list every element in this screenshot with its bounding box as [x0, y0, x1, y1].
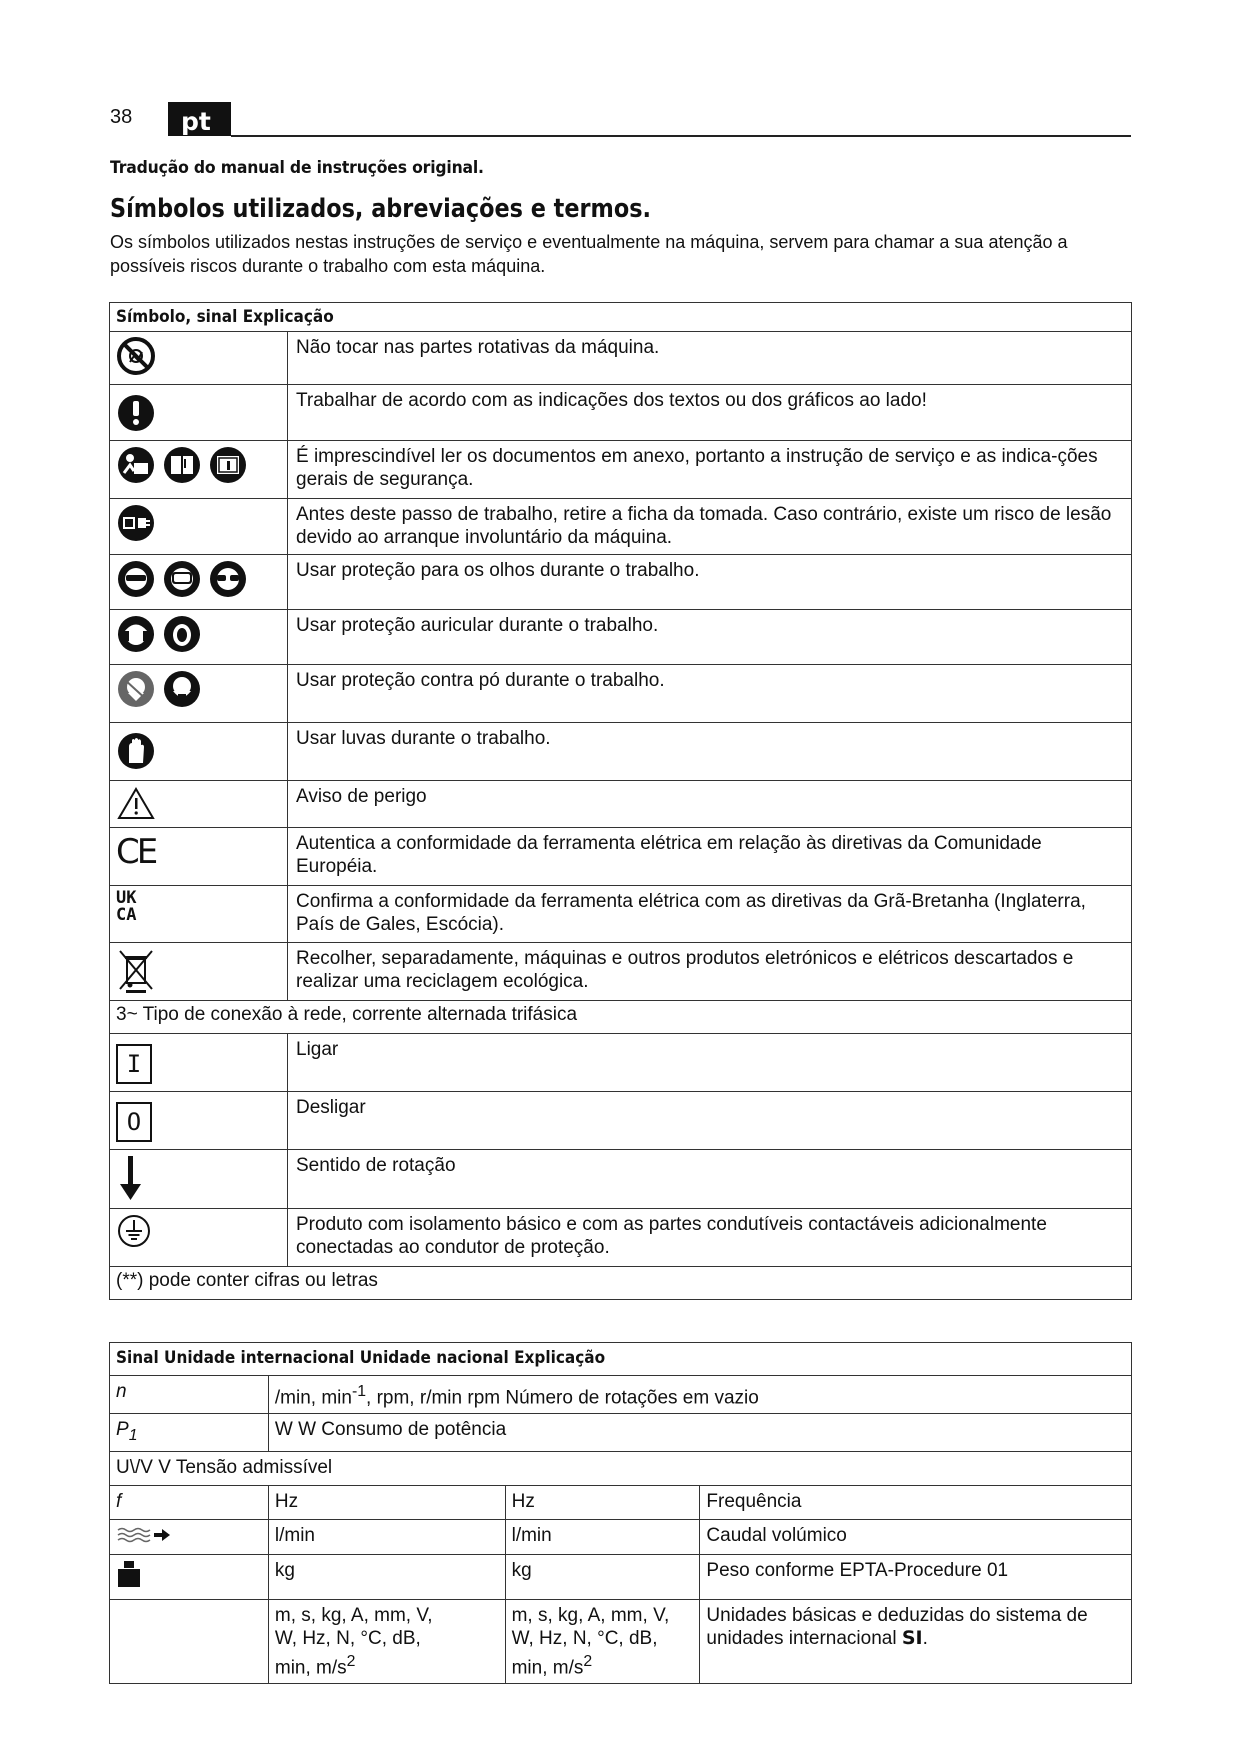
- symbol-cell: [110, 1034, 288, 1092]
- eye-protection-icon: [116, 559, 156, 599]
- ukca-uk-text: UK: [116, 888, 137, 908]
- units-table-header: Sinal Unidade internacional Unidade nacional Explicação: [110, 1343, 1132, 1376]
- dust-protection-icon: [116, 669, 156, 709]
- manual-book-icon: [162, 445, 202, 485]
- explanation-cell: Usar proteção para os olhos durante o trabalho.: [288, 555, 1132, 610]
- warning-triangle-icon: [116, 785, 156, 821]
- unit-symbol-weight: [110, 1555, 269, 1600]
- units-table: [109, 1342, 1132, 1684]
- symbol-cell: [110, 886, 288, 943]
- unit-intl: l/min: [268, 1520, 505, 1555]
- flow-icon: [116, 1524, 172, 1544]
- explanation-cell: Ligar: [288, 1034, 1132, 1092]
- explanation-cell: Aviso de perigo: [288, 781, 1132, 828]
- explanation-cell: Antes deste passo de trabalho, retire a ficha da tomada. Caso contrário, existe um risco de lesão devido ao arranque involuntário da máquina.: [288, 499, 1132, 555]
- symbol-cell: [110, 1092, 288, 1150]
- unit-national: m, s, kg, A, mm, V, W, Hz, N, °C, dB, min, $m/s^2$: [505, 1600, 700, 1684]
- respirator-icon: [162, 669, 202, 709]
- unit-explanation: Peso conforme EPTA-Procedure 01: [700, 1555, 1132, 1600]
- unit-national: Hz: [505, 1486, 700, 1520]
- unit-symbol-empty: [110, 1600, 269, 1684]
- manual-info-icon: [208, 445, 248, 485]
- unit-row-text: /min, $\min^{-1}$, rpm, r/min rpm Número de rotações em vazio: [268, 1376, 1131, 1414]
- off-switch-glyph: O: [126, 1108, 142, 1136]
- on-switch-icon: [116, 1044, 152, 1084]
- explanation-cell: Autentica a conformidade da ferramenta elétrica em relação às diretivas da Comunidade Européia.: [288, 828, 1132, 886]
- explanation-cell: Trabalhar de acordo com as indicações dos textos ou dos gráficos ao lado!: [288, 385, 1132, 441]
- unit-symbol-p1: $P_1$: [110, 1414, 269, 1452]
- rotation-arrow-icon: [116, 1154, 146, 1202]
- explanation-cell: Produto com isolamento básico e com as partes condutíveis contactáveis adicionalmente conectadas ao condutor de proteção.: [288, 1209, 1132, 1267]
- ear-protection-icon: [116, 614, 156, 654]
- explanation-cell: Desligar: [288, 1092, 1132, 1150]
- unit-explanation: Unidades básicas e deduzidas do sistema de unidades internacional SI.: [700, 1600, 1132, 1684]
- intro-paragraph: Os símbolos utilizados nestas instruções de serviço e eventualmente na máquina, servem para chamar a sua atenção a possíveis riscos durante o trabalho com esta máquina.: [110, 232, 1068, 276]
- unit-intl: m, s, kg, A, mm, V, W, Hz, N, °C, dB, min, $m/s^2$: [268, 1600, 505, 1684]
- language-badge: pt: [168, 102, 231, 136]
- unit-row-voltage: U\/V V Tensão admissível: [110, 1452, 1132, 1486]
- document-subtitle: Tradução do manual de instruções original.: [110, 158, 484, 178]
- symbol-cell: [110, 1209, 288, 1267]
- explanation-cell: Usar luvas durante o trabalho.: [288, 723, 1132, 781]
- symbol-cell: [110, 441, 288, 499]
- ce-mark-icon: CE: [116, 832, 156, 872]
- off-switch-icon: [116, 1102, 152, 1142]
- explanation-cell: Não tocar nas partes rotativas da máquina.: [288, 332, 1132, 385]
- explanation-cell: Sentido de rotação: [288, 1150, 1132, 1209]
- unit-national: l/min: [505, 1520, 700, 1555]
- explanation-cell: Confirma a conformidade da ferramenta elétrica com as diretivas da Grã-Bretanha (Inglaterra, País de Gales, Escócia).: [288, 886, 1132, 943]
- symbol-cell: [110, 723, 288, 781]
- symbol-cell: [110, 1150, 288, 1209]
- unit-row-text: W W Consumo de potência: [268, 1414, 1131, 1452]
- on-switch-glyph: I: [126, 1050, 142, 1078]
- explanation-cell: Usar proteção auricular durante o trabalho.: [288, 610, 1132, 665]
- unit-national: kg: [505, 1555, 700, 1600]
- unit-symbol-n: n: [110, 1376, 269, 1414]
- symbol-cell: [110, 555, 288, 610]
- three-phase-row: 3~ Tipo de conexão à rede, corrente alternada trifásica: [110, 1001, 1132, 1034]
- face-shield-icon: [162, 559, 202, 599]
- weee-bin-icon: [116, 947, 156, 993]
- unit-symbol-f: f: [110, 1486, 269, 1520]
- symbol-cell: [110, 499, 288, 555]
- explanation-cell: Usar proteção contra pó durante o trabalho.: [288, 665, 1132, 723]
- weight-icon: [116, 1559, 142, 1589]
- ukca-mark-icon: [116, 890, 136, 924]
- earmuff-icon: [162, 614, 202, 654]
- symbol-cell: [110, 781, 288, 828]
- unit-explanation: Frequência: [700, 1486, 1132, 1520]
- header-rule: [231, 135, 1131, 137]
- unit-intl: kg: [268, 1555, 505, 1600]
- gloves-icon: [116, 727, 156, 771]
- page-number: 38: [110, 106, 133, 128]
- unit-explanation: Caudal volúmico: [700, 1520, 1132, 1555]
- symbols-table-footer: (**) pode conter cifras ou letras: [110, 1267, 1132, 1300]
- symbol-cell: [110, 385, 288, 441]
- symbol-cell: [110, 665, 288, 723]
- mandatory-exclamation-icon: [116, 389, 156, 433]
- section-title: Símbolos utilizados, abreviações e termos.: [110, 194, 652, 224]
- unit-intl: Hz: [268, 1486, 505, 1520]
- symbol-cell: [110, 943, 288, 1001]
- goggles-icon: [208, 559, 248, 599]
- unplug-icon: [116, 503, 156, 543]
- explanation-cell: Recolher, separadamente, máquinas e outros produtos eletrónicos e elétricos descartados e realizar uma reciclagem ecológica.: [288, 943, 1132, 1001]
- no-touch-rotating-icon: [116, 336, 156, 376]
- symbols-table-header: Símbolo, sinal Explicação: [110, 303, 1132, 332]
- symbols-table: [109, 302, 1132, 1300]
- unit-symbol-flow: [110, 1520, 269, 1555]
- ukca-ca-text: CA: [116, 905, 137, 925]
- protective-earth-icon: [116, 1213, 152, 1249]
- symbol-cell: [110, 332, 288, 385]
- explanation-cell: É imprescindível ler os documentos em anexo, portanto a instrução de serviço e as indica-ções gerais de segurança.: [288, 441, 1132, 499]
- symbol-cell: [110, 610, 288, 665]
- read-manual-icon: [116, 445, 156, 485]
- symbol-cell: [110, 828, 288, 886]
